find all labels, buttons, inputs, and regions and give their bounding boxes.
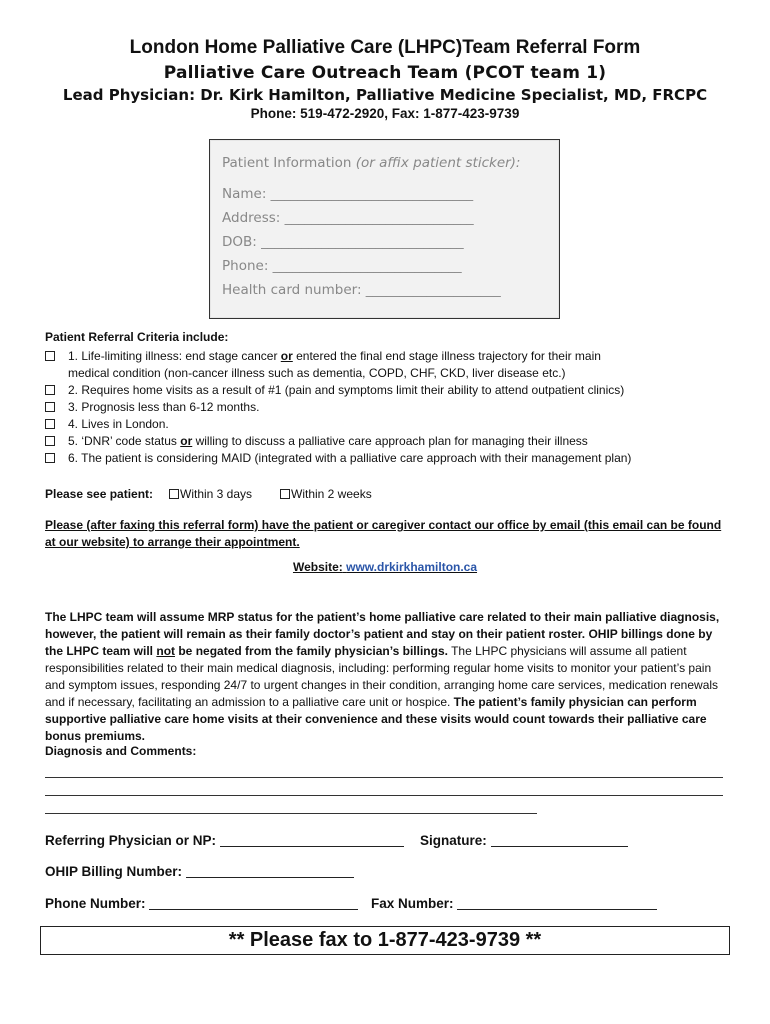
patient-phone-field[interactable]: Phone: ____________________________ — [222, 258, 462, 274]
criteria-1-or: or — [280, 349, 293, 363]
criteria-1-pre: 1. Life-limiting illness: end stage cancer — [68, 349, 281, 363]
patient-info-heading — [222, 155, 521, 171]
fax-number-input[interactable] — [457, 895, 657, 910]
ohip-billing-input[interactable] — [186, 863, 354, 878]
website-label: Website: — [292, 560, 343, 574]
within-3-days-label: Within 3 days — [180, 487, 253, 501]
signature-label: Signature: — [420, 833, 487, 848]
fax-instruction-note: Please (after faxing this referral form) have the patient or caregiver contact our office by email (this email can be found at our website) to arrange their appointment. — [45, 518, 722, 549]
diagnosis-label: Diagnosis and Comments: — [45, 744, 197, 758]
patient-info-heading-note: (or affix patient sticker): — [355, 155, 521, 171]
phone-number-field — [45, 895, 358, 911]
contact-line: Phone: 519-472-2920, Fax: 1-877-423-9739 — [250, 106, 520, 121]
criteria-title: Patient Referral Criteria include: — [45, 330, 229, 344]
patient-info-box — [209, 139, 560, 319]
mrp-text-3: The patient’s family physician can perform supportive palliative care home visits at their convenience and these visits would count towards their palliative care bonus premiums. — [45, 695, 707, 743]
criteria-6-text: 6. The patient is considering MAID (integrated with a palliative care approach with their management plan) — [68, 451, 632, 465]
mrp-paragraph — [45, 609, 730, 745]
patient-info-heading-text: Patient Information — [222, 155, 352, 171]
referring-physician-field — [45, 832, 404, 848]
criteria-5-post: willing to discuss a palliative care approach plan for managing their illness — [192, 434, 588, 448]
phone-number-label: Phone Number: — [45, 896, 146, 911]
fax-number-field — [371, 895, 657, 911]
mrp-text-1-end: be negated from the family physician’s billings. — [175, 644, 448, 658]
ohip-billing-label: OHIP Billing Number: — [45, 864, 183, 879]
patient-health-card-field[interactable]: Health card number: ____________________ — [222, 282, 501, 298]
within-3-days-checkbox[interactable] — [169, 489, 179, 499]
lead-physician: Lead Physician: Dr. Kirk Hamilton, Palliative Medicine Specialist, MD, FRCPC — [62, 86, 708, 104]
criteria-1-checkbox[interactable] — [45, 351, 55, 361]
within-2-weeks-label: Within 2 weeks — [291, 487, 372, 501]
criteria-6-checkbox[interactable] — [45, 453, 55, 463]
mrp-text-2: The LHPC physicians will assume all patient responsibilities related to their main medical diagnosis, including: performing regular home visits to monitor your patient’s pain and symptom issues, responding 24/7 to urgent changes in their condition, arranging home care services, medication renewals and if necessary, facilitating an admission to a palliative care unit or hospice. — [45, 644, 719, 709]
website-link[interactable]: www.drkirkhamilton.ca — [346, 560, 478, 574]
criteria-5-pre: 5. ‘DNR’ code status — [68, 434, 181, 448]
criteria-5-or: or — [180, 434, 193, 448]
criteria-3-checkbox[interactable] — [45, 402, 55, 412]
mrp-text-1: The LHPC team will assume MRP status for the patient’s home palliative care related to their main palliative diagnosis, however, the patient will remain as their family doctor’s patient and stay on their patient roster. OHIP billings done by the LHPC team will — [45, 610, 720, 658]
patient-dob-field[interactable]: DOB: ______________________________ — [222, 234, 464, 250]
please-see-label: Please see patient: — [45, 487, 154, 501]
diagnosis-line-3[interactable] — [45, 813, 537, 814]
criteria-1-post: entered the final end stage illness trajectory for their main — [292, 349, 601, 363]
criteria-3-text: 3. Prognosis less than 6-12 months. — [68, 400, 260, 414]
referring-physician-label: Referring Physician or NP: — [45, 833, 217, 848]
signature-field — [420, 832, 628, 848]
criteria-2-checkbox[interactable] — [45, 385, 55, 395]
diagnosis-line-2[interactable] — [45, 795, 723, 796]
form-subtitle: Palliative Care Outreach Team (PCOT team 1) — [163, 63, 607, 83]
criteria-1-text — [68, 349, 601, 363]
signature-input[interactable] — [491, 832, 628, 847]
website-line — [0, 560, 770, 574]
patient-address-field[interactable]: Address: ____________________________ — [222, 210, 474, 226]
mrp-not: not — [156, 644, 176, 658]
criteria-5-checkbox[interactable] — [45, 436, 55, 446]
patient-name-field[interactable]: Name: ______________________________ — [222, 186, 474, 202]
fax-banner: ** Please fax to 1-877-423-9739 ** — [40, 926, 730, 955]
fax-number-label: Fax Number: — [371, 896, 454, 911]
criteria-4-checkbox[interactable] — [45, 419, 55, 429]
referring-physician-input[interactable] — [220, 832, 404, 847]
ohip-billing-field — [45, 863, 354, 879]
criteria-5-text — [68, 434, 588, 448]
within-2-weeks-checkbox[interactable] — [280, 489, 290, 499]
diagnosis-line-1[interactable] — [45, 777, 723, 778]
form-title: London Home Palliative Care (LHPC)Team Referral Form — [129, 37, 641, 58]
criteria-4-text: 4. Lives in London. — [68, 417, 169, 431]
criteria-2-text: 2. Requires home visits as a result of #1 (pain and symptoms limit their ability to attend outpatient clinics) — [68, 383, 625, 397]
criteria-1-text-line2: medical condition (non-cancer illness such as dementia, COPD, CHF, CKD, liver disease etc.) — [68, 366, 566, 380]
phone-number-input[interactable] — [149, 895, 358, 910]
